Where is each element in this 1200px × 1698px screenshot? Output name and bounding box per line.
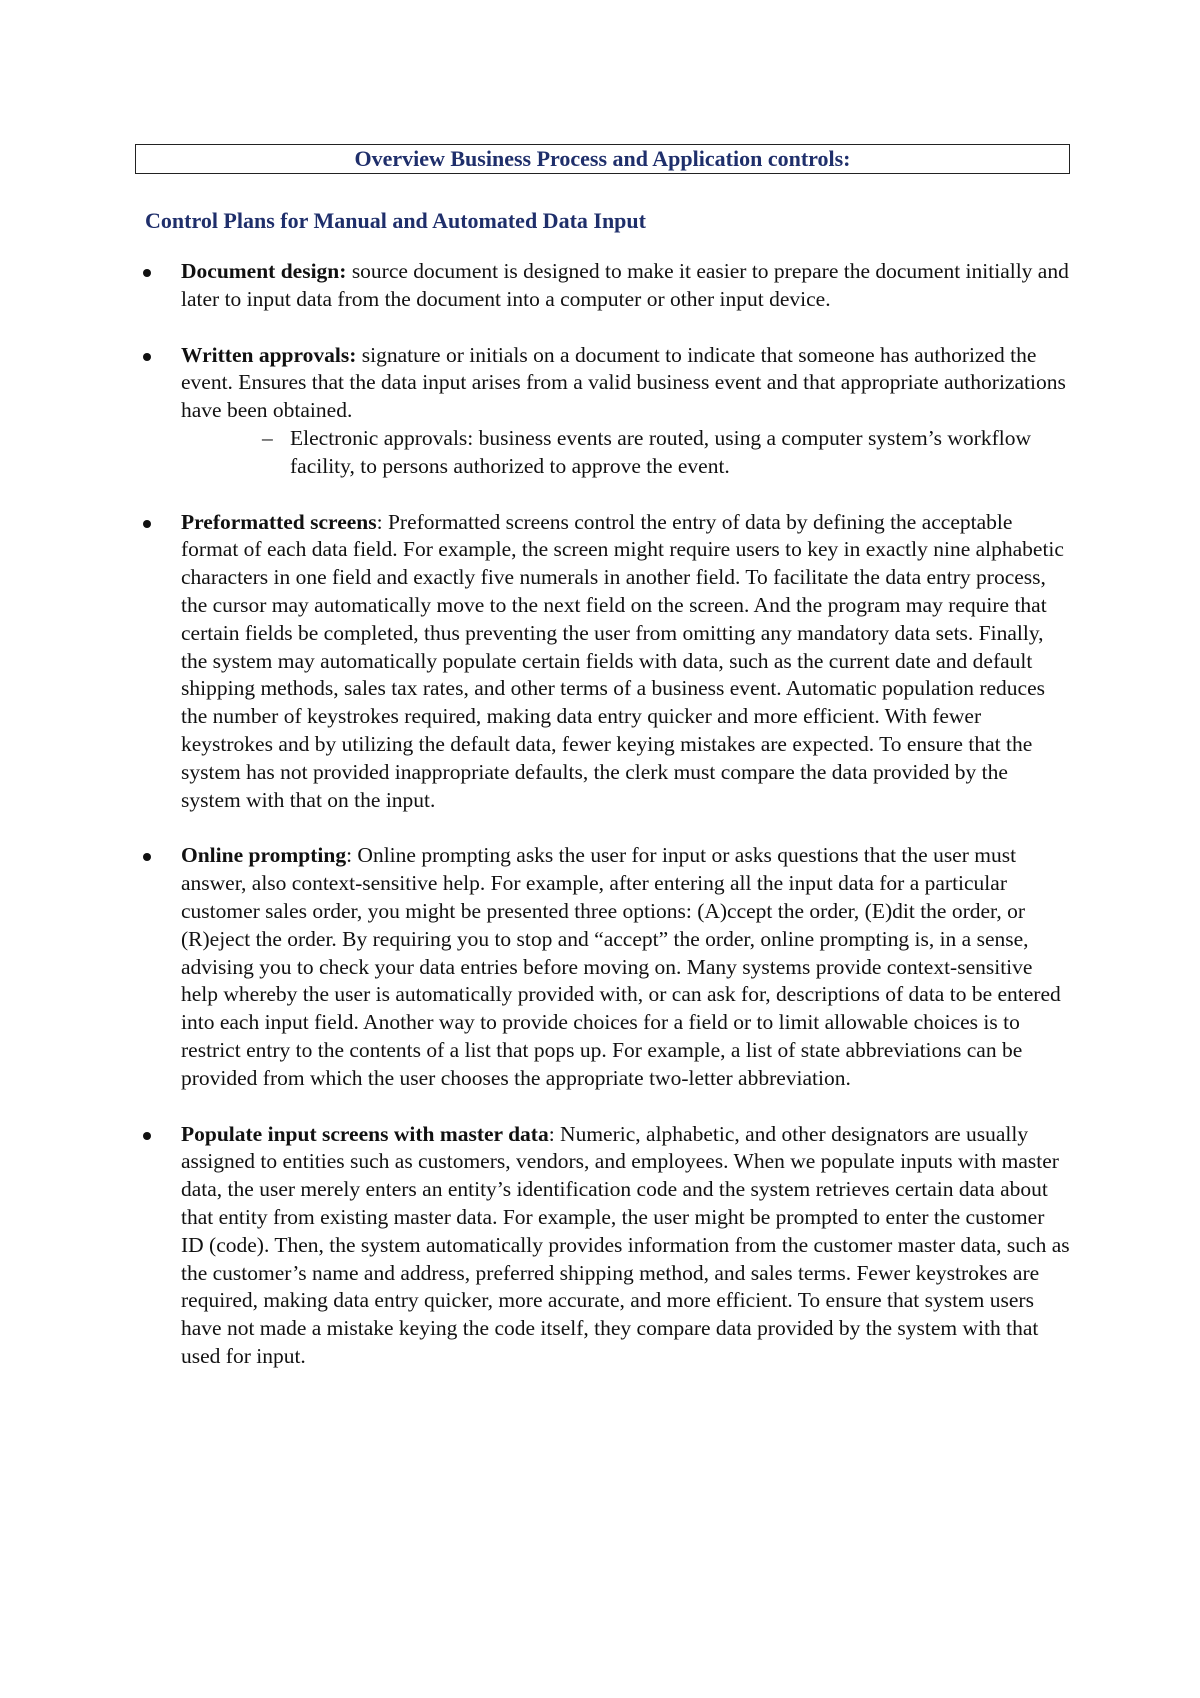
list-item-lead: Preformatted screens bbox=[181, 509, 377, 534]
list-item bbox=[0, 258, 1200, 314]
list-item-text: source document is designed to make it easier to prepare the document initially and later to input data from the document into a computer or other input device. bbox=[181, 259, 1069, 311]
bullet-list bbox=[0, 258, 1200, 1399]
list-item bbox=[0, 842, 1200, 1092]
bullet-icon bbox=[143, 1132, 151, 1140]
section-heading: Control Plans for Manual and Automated Data Input bbox=[145, 208, 646, 233]
list-item-lead: Populate input screens with master data bbox=[181, 1121, 549, 1146]
dash-icon: – bbox=[262, 425, 273, 450]
sub-list-item bbox=[262, 425, 1070, 481]
list-item-body bbox=[181, 1121, 1071, 1371]
bullet-icon bbox=[143, 269, 151, 277]
list-item-text: : Numeric, alphabetic, and other designators are usually assigned to entities such as customers, vendors, and employees. When we populate inputs with master data, the user merely enters an entity’s identification code and the system retrieves certain data about that entity from existing master data. For example, the user might be prompted to enter the customer ID (code). Then, the system automatically provides information from the customer master data, such as the customer’s name and address, preferred shipping method, and sales terms. Fewer keystrokes are required, making data entry quicker, more accurate, and more efficient. To ensure that system users have not made a mistake keying the code itself, they compare data provided by the system with that used for input. bbox=[181, 1121, 1070, 1368]
list-item-body bbox=[181, 509, 1071, 815]
list-item-body bbox=[181, 342, 1071, 481]
bullet-icon bbox=[143, 853, 151, 861]
bullet-icon bbox=[143, 520, 151, 528]
page-title: Overview Business Process and Application controls: bbox=[354, 146, 851, 171]
title-box bbox=[135, 144, 1070, 174]
list-item bbox=[0, 509, 1200, 815]
sub-list-item-text: Electronic approvals: business events are routed, using a computer system’s workflow facility, to persons authorized to approve the event. bbox=[290, 425, 1031, 478]
list-item bbox=[0, 342, 1200, 481]
bullet-icon bbox=[143, 353, 151, 361]
list-item-lead: Written approvals: bbox=[181, 342, 357, 367]
list-item-body bbox=[181, 842, 1071, 1092]
list-item-lead: Online prompting bbox=[181, 843, 347, 868]
list-item-body bbox=[181, 258, 1071, 314]
list-item-text: : Preformatted screens control the entry of data by defining the acceptable format of each data field. For example, the screen might require users to key in exactly nine alphabetic characters in one field and exactly five numerals in another field. To facilitate the data entry process, the cursor may automatically move to the next field on the screen. And the program may require that certain fields be completed, thus preventing the user from omitting any mandatory data sets. Finally, the system may automatically populate certain fields with data, such as the current date and default shipping methods, sales tax rates, and other terms of a business event. Automatic population reduces the number of keystrokes required, making data entry quicker and more efficient. With fewer keystrokes and by utilizing the default data, fewer keying mistakes are expected. To ensure that the system has not provided inappropriate defaults, the clerk must compare the data provided by the system with that on the input. bbox=[181, 509, 1064, 812]
list-item-lead: Document design: bbox=[181, 259, 347, 283]
list-item-text: : Online prompting asks the user for input or asks questions that the user must answer, also context-sensitive help. For example, after entering all the input data for a particular customer sales order, you might be presented three options: (A)ccept the order, (E)dit the order, or (R)eject the order. By requiring you to stop and “accept” the order, online prompting is, in a sense, advising you to check your data entries before moving on. Many systems provide context-sensitive help whereby the user is automatically provided with, or can ask for, descriptions of data to be entered into each input field. Another way to provide choices for a field or to limit allowable choices is to restrict entry to the contents of a list that pops up. For example, a list of state abbreviations can be provided from which the user chooses the appropriate two-letter abbreviation. bbox=[181, 843, 1061, 1090]
list-item-text: signature or initials on a document to indicate that someone has authorized the event. Ensures that the data input arises from a valid business event and that appropriate authorizations have been obtained. bbox=[181, 342, 1066, 423]
list-item bbox=[0, 1121, 1200, 1371]
